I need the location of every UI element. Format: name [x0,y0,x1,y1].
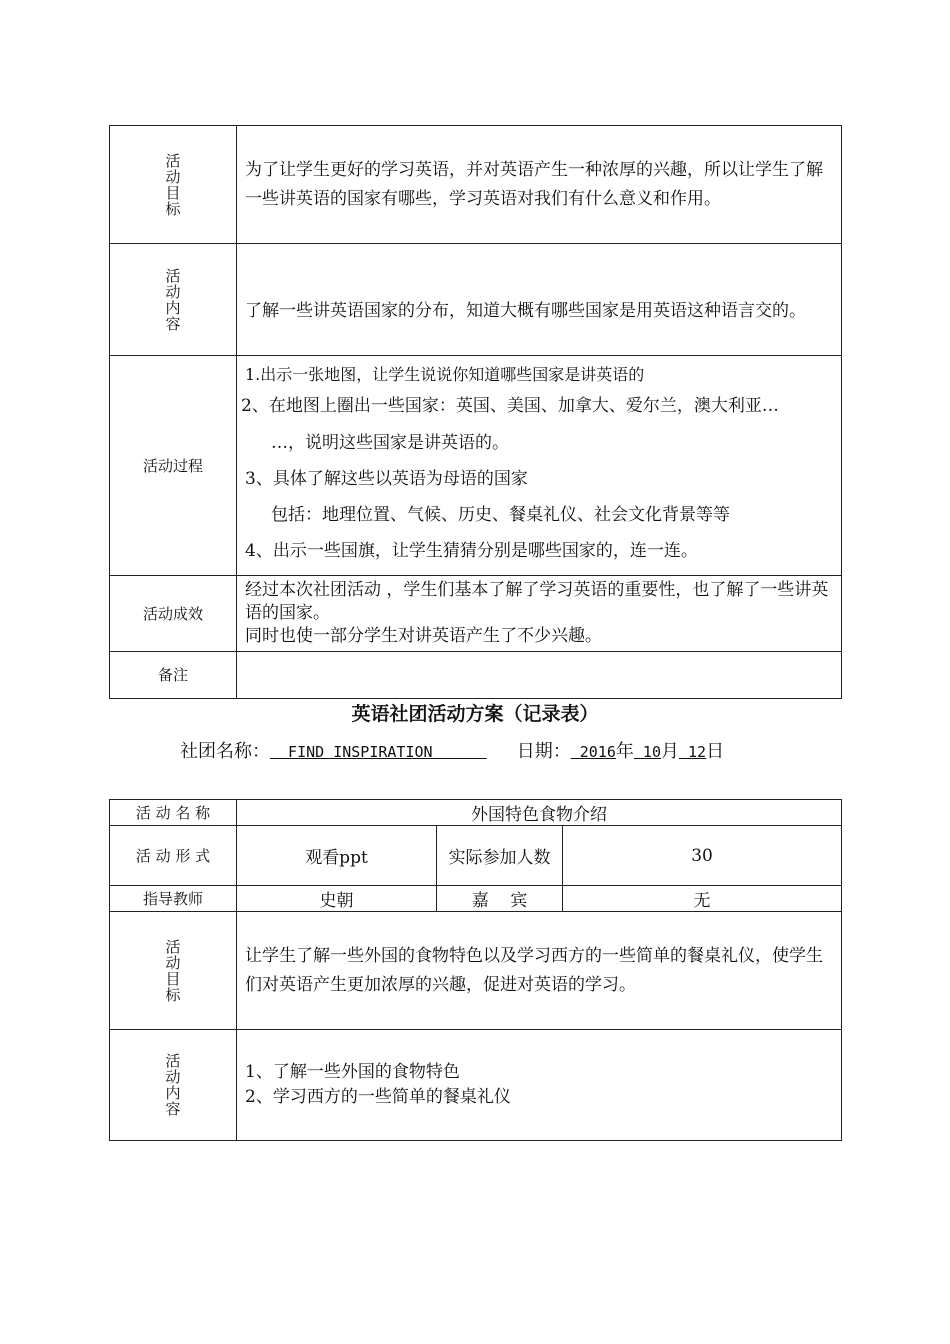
remarks-label: 备注 [157,666,188,684]
club-meta-line [180,737,724,763]
record-table-continued [109,125,842,699]
activity-form-label: 活 动 形 式 [110,826,237,886]
guest-value: 无 [563,886,842,912]
process-label: 活动过程 [142,456,203,475]
record-table [109,799,842,1141]
process-line-2: 2、在地图上圈出一些国家：英国、美国、加拿大、爱尔兰，澳大利亚… [241,395,779,416]
goal-text: 为了让学生更好的学习英语，并对英语产生一种浓厚的兴趣，所以让学生了解一些讲英语的国家有哪些，学习英语对我们有什么意义和作用。 [245,159,823,209]
date-day-unit: 日 [706,741,725,762]
process-line-5: 包括：地理位置、气候、历史、餐桌礼仪、社会文化背景等等 [271,504,730,525]
guest-label: 嘉 宾 [437,886,563,912]
activity-name-label: 活 动 名 称 [110,800,237,826]
participant-count-value: 30 [563,826,842,886]
club-name-label: 社团名称： [180,741,270,762]
result-line-2: 同时也使一部分学生对讲英语产生了不少兴趣。 [245,626,602,646]
date-day: 12 [679,743,707,761]
date-month: 10 [633,743,661,761]
result-line-1: 经过本次社团活动 ，学生们基本了解了学习英语的重要性，也了解了一些讲英语的国家。 [245,580,829,623]
participant-count-label: 实际参加人数 [437,826,563,886]
process-line-3: …，说明这些国家是讲英语的。 [271,432,509,453]
goal-label: 活动目标 [165,151,181,218]
page-title: 英语社团活动方案（记录表） [351,703,599,725]
goal-label-2: 活动目标 [165,937,181,1004]
teacher-label: 指导教师 [110,886,237,912]
process-line-6: 4、出示一些国旗，让学生猜猜分别是哪些国家的，连一连。 [245,540,698,561]
result-label: 活动成效 [142,604,203,623]
date-month-unit: 月 [661,741,679,762]
content-line-2: 2、学习西方的一些简单的餐桌礼仪 [245,1087,511,1107]
teacher-value: 史朝 [237,886,437,912]
process-line-4: 3、具体了解这些以英语为母语的国家 [245,468,528,489]
content-line-1: 1、了解一些外国的食物特色 [245,1062,460,1082]
date-year-unit: 年 [615,741,634,762]
process-line-1: 1.出示一张地图，让学生说说你知道哪些国家是讲英语的 [245,364,645,384]
activity-name-value: 外国特色食物介绍 [237,800,842,826]
content-label-2: 活动内容 [165,1052,181,1118]
date-label: 日期： [516,741,571,762]
club-name-value: FIND INSPIRATION [270,743,487,761]
content-text: 了解一些讲英语国家的分布，知道大概有哪些国家是用英语这种语言交的。 [245,301,806,321]
content-label: 活动内容 [165,266,181,333]
date-year: 2016 [570,743,616,761]
activity-form-value: 观看ppt [237,826,437,886]
goal-text-2: 让学生了解一些外国的食物特色以及学习西方的一些简单的餐桌礼仪，使学生们对英语产生更加浓厚的兴趣，促进对英语的学习。 [245,945,823,995]
